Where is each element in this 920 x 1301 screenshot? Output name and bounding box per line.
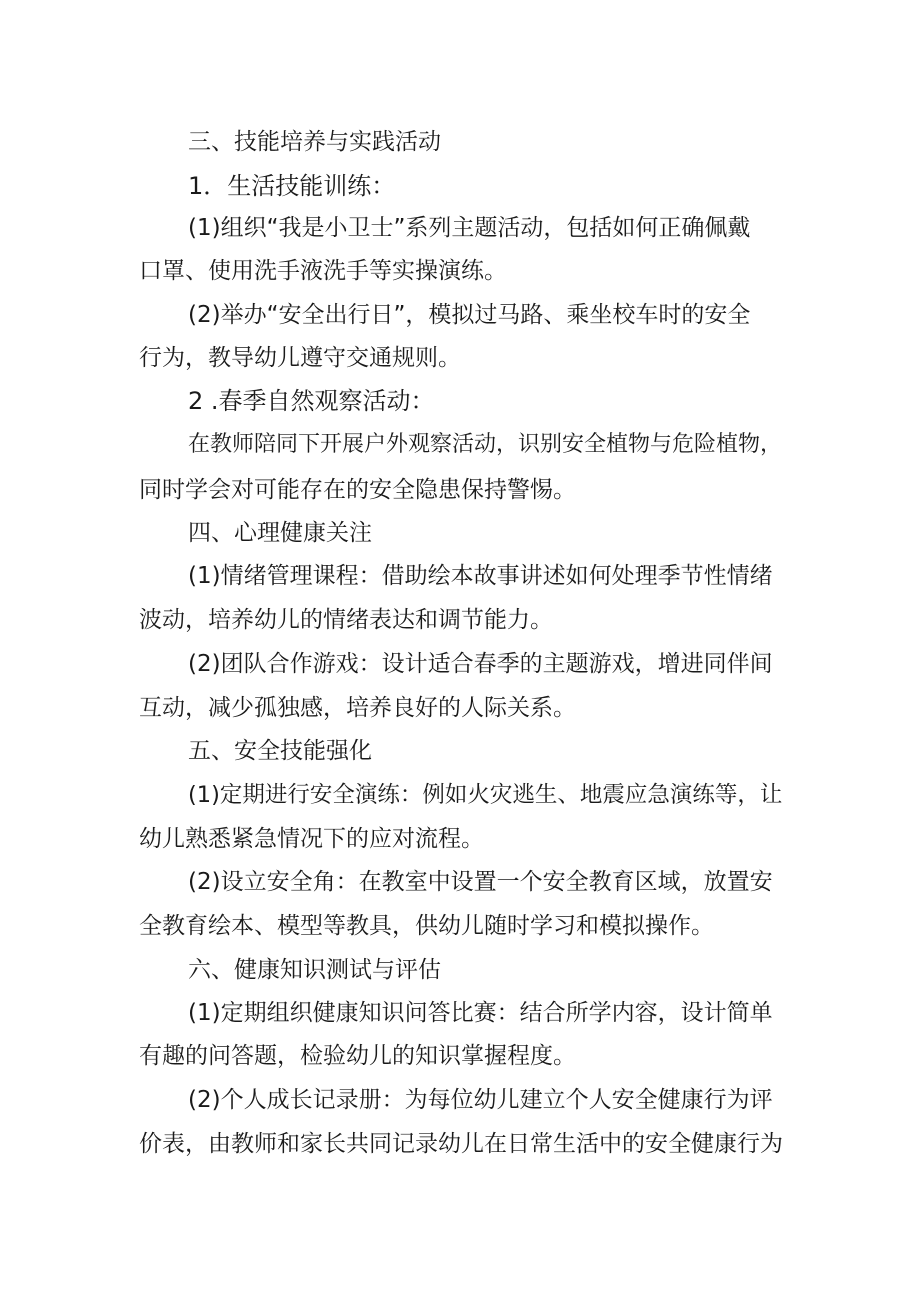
paragraph-line: 同时学会对可能存在的安全隐患保持警惕。 — [139, 477, 576, 503]
paragraph-line: (2)举办“安全出行日”，模拟过马路、乘坐校车时的安全 — [188, 302, 751, 328]
paragraph-line: 有趣的问答题，检验幼儿的知识掌握程度。 — [139, 1043, 576, 1069]
section-heading-5: 五、安全技能强化 — [188, 738, 372, 764]
paragraph-line: 价表，由教师和家长共同记录幼儿在日常生活中的安全健康行为 — [139, 1131, 783, 1157]
paragraph-line: 在教师陪同下开展户外观察活动，识别安全植物与危险植物， — [188, 432, 783, 457]
paragraph-line: 波动，培养幼儿的情绪表达和调节能力。 — [139, 607, 553, 633]
subheading-2: 2 .春季自然观察活动： — [188, 387, 435, 415]
paragraph-line: (2)团队合作游戏：设计适合春季的主题游戏，增进同伴间 — [188, 651, 773, 677]
paragraph-line: (1)组织“我是小卫士”系列主题活动，包括如何正确佩戴 — [188, 215, 751, 241]
paragraph-line: (1)定期进行安全演练：例如火灾逃生、地震应急演练等，让 — [188, 782, 783, 808]
paragraph-line: 互动，减少孤独感，培养良好的人际关系。 — [139, 695, 576, 721]
paragraph-line: (1)定期组织健康知识问答比赛：结合所学内容，设计简单 — [188, 1000, 773, 1026]
paragraph-line: 口罩、使用洗手液洗手等实操演练。 — [139, 258, 507, 284]
section-heading-3: 三、技能培养与实践活动 — [188, 129, 441, 155]
subheading-1: 1．生活技能训练： — [188, 172, 396, 200]
paragraph-line: (2)设立安全角：在教室中设置一个安全教育区域，放置安 — [188, 869, 773, 895]
paragraph-line: (1)情绪管理课程：借助绘本故事讲述如何处理季节性情绪 — [188, 563, 773, 589]
paragraph-line: (2)个人成长记录册：为每位幼儿建立个人安全健康行为评 — [188, 1087, 773, 1113]
section-heading-6: 六、健康知识测试与评估 — [188, 957, 441, 983]
section-heading-4: 四、心理健康关注 — [188, 520, 372, 546]
paragraph-line: 行为，教导幼儿遵守交通规则。 — [139, 345, 461, 371]
paragraph-line: 全教育绘本、模型等教具，供幼儿随时学习和模拟操作。 — [139, 913, 714, 939]
paragraph-line: 幼儿熟悉紧急情况下的应对流程。 — [139, 826, 484, 852]
